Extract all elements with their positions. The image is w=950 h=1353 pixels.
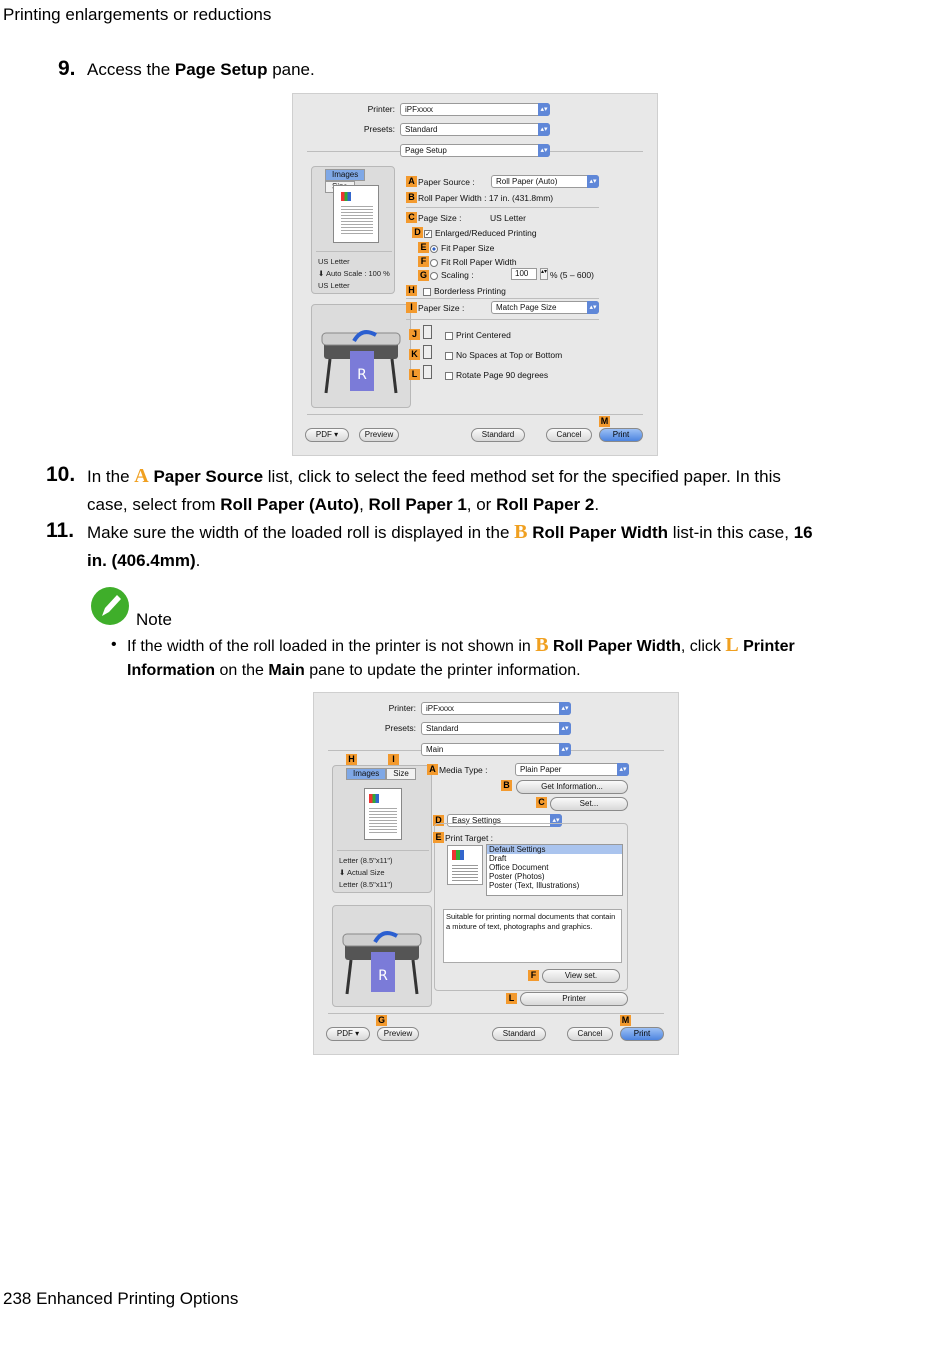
note-text: If the width of the roll loaded in the printer is not shown in B Roll Paper Width, click L Printer Information on the Main pane to update the printer information. xyxy=(127,634,795,679)
callout-i: I xyxy=(388,754,399,765)
cancel-button[interactable]: Cancel xyxy=(546,428,592,442)
print-button[interactable]: Print xyxy=(620,1027,664,1041)
note-title: Note xyxy=(136,610,172,629)
media-type-label: Media Type : xyxy=(439,765,488,775)
pdf-button[interactable]: PDF ▾ xyxy=(326,1027,370,1041)
callout-c: C xyxy=(406,212,417,223)
target-item[interactable]: Poster (Photos) xyxy=(489,872,545,881)
preview-paper-size: US Letter xyxy=(318,257,350,266)
page-header: Printing enlargements or reductions xyxy=(3,5,272,24)
target-item[interactable]: Draft xyxy=(489,854,507,863)
rotate-page-icon xyxy=(423,365,432,379)
printer-image-panel xyxy=(332,905,432,1007)
print-centered-checkbox[interactable]: Print Centered xyxy=(445,330,511,340)
cancel-button[interactable]: Cancel xyxy=(567,1027,613,1041)
paper-size-label: Paper Size : xyxy=(418,303,465,313)
preview-output-size: US Letter xyxy=(318,281,350,290)
preview-scale: ⬇ Auto Scale : 100 % xyxy=(318,269,390,278)
callout-e: E xyxy=(418,242,429,253)
view-set-button[interactable]: View set. xyxy=(542,969,620,983)
target-item[interactable]: Default Settings xyxy=(487,845,622,854)
step-10-number: 10. xyxy=(46,463,76,486)
preview-panel xyxy=(311,166,395,294)
pane-popup[interactable]: Page Setup ▴▾ xyxy=(400,144,550,157)
preview-output-size: Letter (8.5"x11") xyxy=(339,880,393,889)
callout-f: F xyxy=(418,256,429,267)
printer-popup[interactable]: iPFxxxx ▴▾ xyxy=(421,702,571,715)
print-centered-icon xyxy=(423,325,432,339)
scaling-input[interactable]: 100 xyxy=(511,268,537,280)
pane-popup[interactable]: Main ▴▾ xyxy=(421,743,571,756)
print-target-label: Print Target : xyxy=(445,833,494,843)
page-size-value: US Letter xyxy=(490,213,526,223)
svg-text:R: R xyxy=(357,367,367,383)
callout-j: J xyxy=(409,329,420,340)
step-11-number: 11. xyxy=(46,519,75,542)
presets-popup[interactable]: Standard ▴▾ xyxy=(400,123,550,136)
paper-source-label: Paper Source : xyxy=(418,177,475,187)
callout-h: H xyxy=(346,754,357,765)
printer-label: Printer: xyxy=(388,703,416,713)
step-10-text: In the A Paper Source list, click to select the feed method set for the specified paper. In this case, select from Roll Paper (Auto), Roll Paper 1, or Roll Paper 2. xyxy=(87,465,781,514)
standard-button[interactable]: Standard xyxy=(492,1027,546,1041)
callout-d: D xyxy=(433,815,444,826)
roll-paper-width: Roll Paper Width : 17 in. (431.8mm) xyxy=(418,193,554,203)
preview-scale: ⬇ Actual Size xyxy=(339,868,385,877)
step-9-text: Access the Page Setup pane. xyxy=(87,60,315,79)
preview-paper-size: Letter (8.5"x11") xyxy=(339,856,393,865)
presets-popup[interactable]: Standard ▴▾ xyxy=(421,722,571,735)
paper-size-popup[interactable]: Match Page Size ▴▾ xyxy=(491,301,599,314)
rotate-page-checkbox[interactable]: Rotate Page 90 degrees xyxy=(445,370,548,380)
callout-d: D xyxy=(412,227,423,238)
print-button[interactable]: Print xyxy=(599,428,643,442)
preview-button[interactable]: Preview xyxy=(377,1027,419,1041)
note-bullet: • xyxy=(111,636,117,653)
pdf-button[interactable]: PDF ▾ xyxy=(305,428,349,442)
standard-button[interactable]: Standard xyxy=(471,428,525,442)
get-information-button[interactable]: Get Information... xyxy=(516,780,628,794)
scaling-stepper[interactable]: ▴▾ xyxy=(540,268,548,280)
page-preview-thumbnail xyxy=(364,788,402,840)
callout-a: A xyxy=(427,764,438,775)
page-size-label: Page Size : xyxy=(418,213,462,223)
printer-label: Printer: xyxy=(367,104,395,114)
callout-c: C xyxy=(536,797,547,808)
callout-e: E xyxy=(433,832,444,843)
callout-g: G xyxy=(419,270,427,280)
note-pencil-icon xyxy=(90,586,132,626)
svg-text:R: R xyxy=(378,968,388,984)
tab-size: Size xyxy=(386,768,416,780)
callout-h: H xyxy=(406,285,417,296)
callout-a: A xyxy=(406,176,417,187)
printer-popup[interactable]: iPFxxxx ▴▾ xyxy=(400,103,550,116)
page-footer: 238 Enhanced Printing Options xyxy=(3,1289,239,1308)
preview-panel xyxy=(332,765,432,893)
enlarged-reduced-checkbox[interactable]: ✓ Enlarged/Reduced Printing xyxy=(425,228,537,238)
no-spaces-icon xyxy=(423,345,432,359)
preview-button[interactable]: Preview xyxy=(359,428,399,442)
callout-i: I xyxy=(406,302,417,313)
borderless-checkbox[interactable]: Borderless Printing xyxy=(423,286,506,296)
step-11-text: Make sure the width of the loaded roll is displayed in the B Roll Paper Width list-in this case, 16 in. (406.4mm). xyxy=(87,521,813,570)
callout-b: B xyxy=(501,780,512,791)
callout-k: K xyxy=(409,349,420,360)
target-item[interactable]: Poster (Text, Illustrations) xyxy=(489,881,580,890)
callout-b: B xyxy=(406,192,417,203)
fit-roll-width-radio[interactable]: Fit Roll Paper Width xyxy=(430,257,517,267)
callout-m: M xyxy=(621,1015,630,1025)
callout-m: M xyxy=(600,416,609,426)
media-type-popup[interactable]: Plain Paper ▴▾ xyxy=(515,763,629,776)
callout-l: L xyxy=(506,993,517,1004)
callout-l: L xyxy=(409,369,420,380)
set-button[interactable]: Set... xyxy=(550,797,628,811)
callout-f: F xyxy=(528,970,539,981)
printer-info-button[interactable]: Printer xyxy=(520,992,628,1006)
target-item[interactable]: Office Document xyxy=(489,863,549,872)
target-description: Suitable for printing normal documents that contain a mixture of text, photographs and graphics. xyxy=(443,909,622,963)
page-preview-thumbnail xyxy=(333,185,379,243)
scaling-range: % (5 – 600) xyxy=(550,270,594,280)
scaling-radio[interactable]: Scaling : xyxy=(430,270,474,280)
paper-source-popup[interactable]: Roll Paper (Auto) ▴▾ xyxy=(491,175,599,188)
preview-tabs[interactable] xyxy=(325,169,394,181)
no-spaces-checkbox[interactable]: No Spaces at Top or Bottom xyxy=(445,350,562,360)
tab-images: Images xyxy=(346,768,386,780)
main-dialog-screenshot xyxy=(313,692,679,1055)
step-9-number: 9. xyxy=(58,57,76,80)
presets-label: Presets: xyxy=(363,124,395,134)
printer-illustration xyxy=(337,912,429,1004)
print-target-thumbnail xyxy=(447,845,483,885)
fit-paper-size-radio[interactable]: Fit Paper Size xyxy=(430,243,494,253)
page-setup-dialog-screenshot xyxy=(292,93,658,456)
preview-tabs[interactable] xyxy=(346,768,416,780)
print-target-list[interactable] xyxy=(486,844,623,896)
callout-g: G xyxy=(377,1015,385,1025)
presets-label: Presets: xyxy=(384,723,416,733)
printer-illustration xyxy=(316,311,408,403)
easy-settings-popup[interactable]: Easy Settings ▴▾ xyxy=(447,814,562,827)
tab-images: Images xyxy=(325,169,365,181)
printer-image-panel xyxy=(311,304,411,408)
